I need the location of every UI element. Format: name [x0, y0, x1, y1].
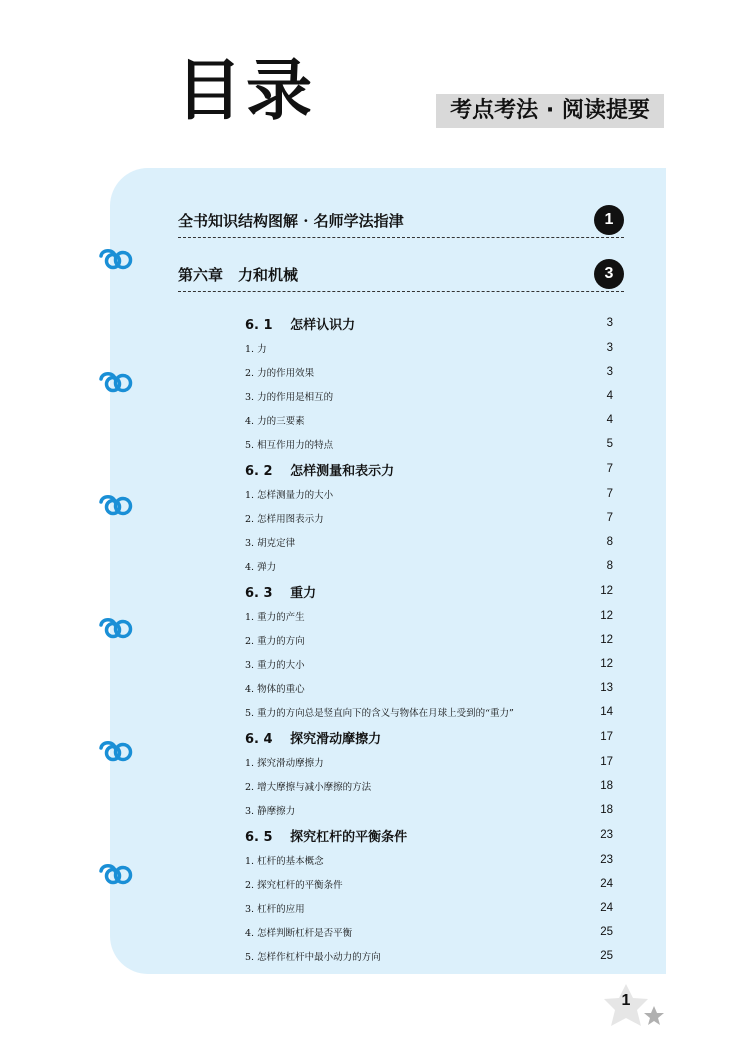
toc-section-page: 17: [600, 731, 613, 743]
toc-section-title: 6. 3 重力: [245, 585, 317, 601]
toc-item-page: 3: [606, 342, 613, 354]
binder-ring-icon: [98, 862, 136, 886]
toc-item-row[interactable]: [245, 703, 613, 721]
toc-item-row[interactable]: [245, 533, 613, 551]
toc-item-page: 5: [606, 438, 613, 450]
toc-item-page: 12: [600, 658, 613, 670]
toc-item-title: 1. 杠杆的基本概念: [245, 856, 324, 867]
toc-item-page: 24: [600, 902, 613, 914]
page-title: 目录: [176, 52, 316, 129]
toc-item-page: 25: [600, 950, 613, 962]
toc-item-row[interactable]: [245, 875, 613, 893]
toc-item-row[interactable]: [245, 801, 613, 819]
toc-item-row[interactable]: [245, 851, 613, 869]
binder-ring-icon: [98, 739, 136, 763]
toc-section-title: 6. 5 探究杠杆的平衡条件: [245, 829, 408, 845]
toc-item-row[interactable]: [245, 631, 613, 649]
toc-item-title: 4. 怎样判断杠杆是否平衡: [245, 928, 353, 939]
toc-item-title: 1. 怎样测量力的大小: [245, 490, 334, 501]
toc-item-page: 17: [600, 756, 613, 768]
toc-item-title: 3. 杠杆的应用: [245, 904, 305, 915]
toc-item-page: 24: [600, 878, 613, 890]
toc-item-page: 12: [600, 610, 613, 622]
binder-ring-icon: [98, 616, 136, 640]
toc-item-title: 3. 力的作用是相互的: [245, 392, 334, 403]
toc-item-page: 12: [600, 634, 613, 646]
toc-section-row[interactable]: [245, 458, 613, 480]
toc-item-row[interactable]: [245, 363, 613, 381]
toc-item-row[interactable]: [245, 485, 613, 503]
toc-item-title: 3. 静摩擦力: [245, 806, 296, 817]
toc-section-page: 12: [600, 585, 613, 597]
toc-item-page: 3: [606, 366, 613, 378]
toc-item-row[interactable]: [245, 777, 613, 795]
toc-item-page: 25: [600, 926, 613, 938]
toc-item-page: 4: [606, 390, 613, 402]
toc-chapter-page-badge: 3: [594, 259, 624, 289]
toc-item-title: 3. 重力的大小: [245, 660, 305, 671]
toc-item-row[interactable]: [245, 923, 613, 941]
toc-intro-row[interactable]: [178, 203, 624, 238]
page-number: [596, 982, 666, 1032]
page-number-text: 1: [621, 992, 631, 1009]
toc-item-page: 23: [600, 854, 613, 866]
toc-item-row[interactable]: [245, 435, 613, 453]
toc-item-title: 4. 物体的重心: [245, 684, 305, 695]
binder-ring-icon: [98, 370, 136, 394]
toc-item-page: 8: [606, 536, 613, 548]
toc-item-title: 2. 增大摩擦与减小摩擦的方法: [245, 782, 372, 793]
toc-item-page: 18: [600, 804, 613, 816]
toc-item-title: 2. 重力的方向: [245, 636, 305, 647]
toc-item-title: 5. 怎样作杠杆中最小动力的方向: [245, 952, 381, 963]
toc-item-page: 7: [606, 488, 613, 500]
toc-item-title: 1. 探究滑动摩擦力: [245, 758, 324, 769]
toc-item-row[interactable]: [245, 509, 613, 527]
toc-item-title: 1. 重力的产生: [245, 612, 305, 623]
toc-item-row[interactable]: [245, 655, 613, 673]
toc-item-page: 18: [600, 780, 613, 792]
toc-section-row[interactable]: [245, 726, 613, 748]
toc-section-row[interactable]: [245, 824, 613, 846]
toc-item-row[interactable]: [245, 753, 613, 771]
toc-item-row[interactable]: [245, 679, 613, 697]
toc-item-row[interactable]: [245, 947, 613, 965]
toc-item-page: 13: [600, 682, 613, 694]
toc-item-row[interactable]: [245, 557, 613, 575]
page-subtitle: 考点考法 · 阅读提要: [436, 94, 664, 128]
toc-item-title: 5. 重力的方向总是竖直向下的含义与物体在月球上受到的“重力”: [245, 708, 514, 719]
toc-item-row[interactable]: [245, 899, 613, 917]
toc-item-page: 14: [600, 706, 613, 718]
toc-item-page: 7: [606, 512, 613, 524]
toc-intro-title: 全书知识结构图解 · 名师学法指津: [178, 211, 404, 230]
toc-item-title: 2. 探究杠杆的平衡条件: [245, 880, 343, 891]
toc-item-title: 5. 相互作用力的特点: [245, 440, 334, 451]
toc-item-title: 4. 力的三要素: [245, 416, 305, 427]
toc-section-title: 6. 1 怎样认识力: [245, 317, 356, 333]
toc-section-page: 23: [600, 829, 613, 841]
toc-item-row[interactable]: [245, 387, 613, 405]
toc-section-title: 6. 2 怎样测量和表示力: [245, 463, 395, 479]
binder-ring-icon: [98, 247, 136, 271]
toc-item-title: 2. 怎样用图表示力: [245, 514, 324, 525]
toc-section-title: 6. 4 探究滑动摩擦力: [245, 731, 382, 747]
toc-section-page: 3: [606, 317, 613, 329]
toc-item-row[interactable]: [245, 339, 613, 357]
toc-chapter-title: 第六章 力和机械: [178, 265, 299, 284]
toc-item-page: 4: [606, 414, 613, 426]
binder-ring-icon: [98, 493, 136, 517]
toc-item-title: 4. 弹力: [245, 562, 277, 573]
toc-item-row[interactable]: [245, 607, 613, 625]
toc-section-row[interactable]: [245, 580, 613, 602]
toc-item-row[interactable]: [245, 411, 613, 429]
toc-section-row[interactable]: [245, 312, 613, 334]
toc-section-page: 7: [606, 463, 613, 475]
toc-item-title: 1. 力: [245, 344, 267, 355]
toc-chapter-row[interactable]: [178, 257, 624, 292]
toc-item-page: 8: [606, 560, 613, 572]
toc-intro-page-badge: 1: [594, 205, 624, 235]
toc-item-title: 2. 力的作用效果: [245, 368, 315, 379]
toc-item-title: 3. 胡克定律: [245, 538, 296, 549]
